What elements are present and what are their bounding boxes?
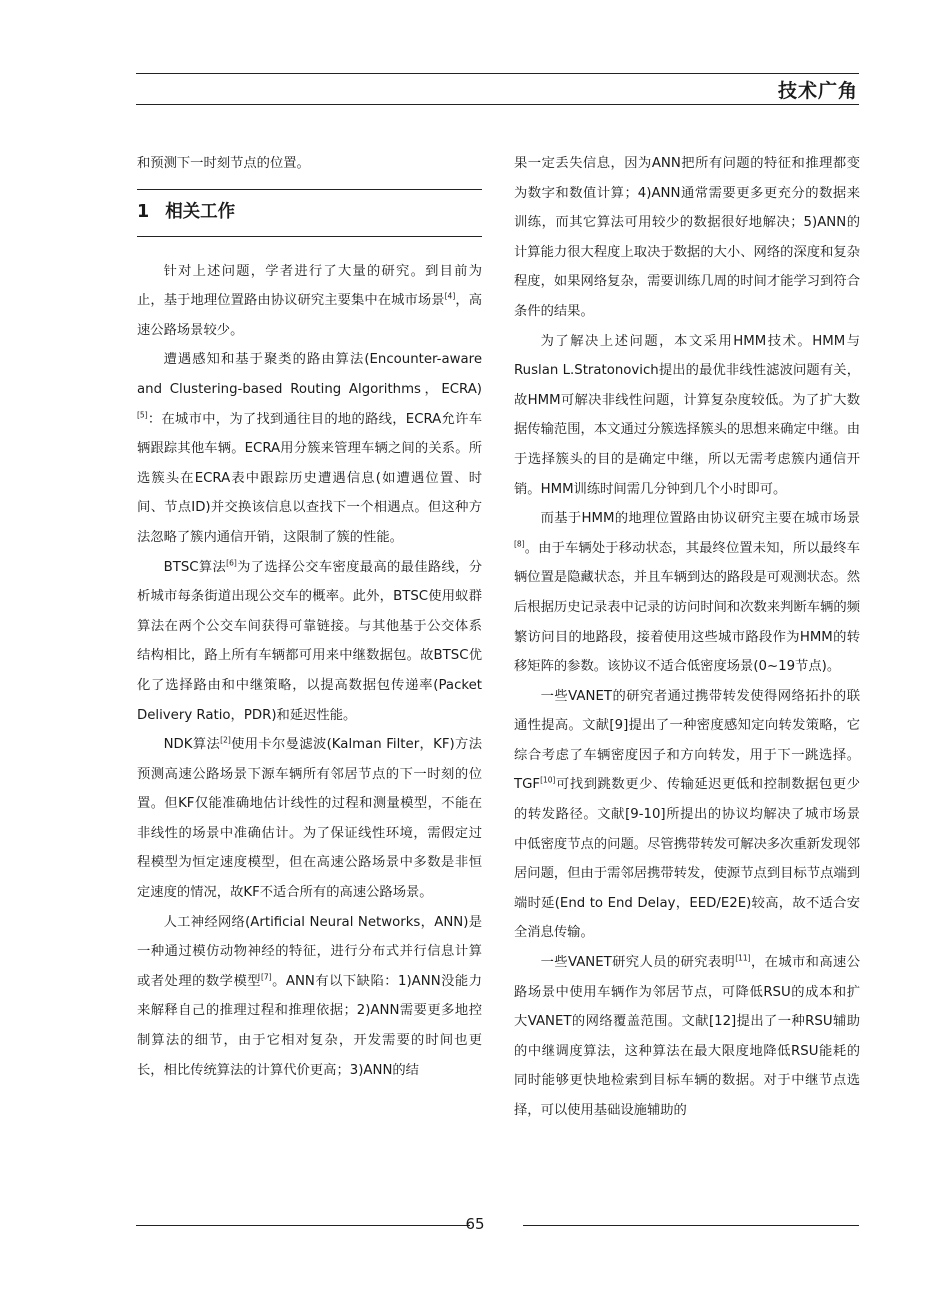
- section-number: 1: [137, 201, 150, 222]
- left-column: [137, 149, 482, 1085]
- footer-rule-right: [523, 1225, 859, 1226]
- citation-ref: [4]: [444, 291, 456, 301]
- citation-ref: [6]: [226, 558, 237, 568]
- footer-rule-left: [136, 1225, 470, 1226]
- page-number: 65: [465, 1215, 485, 1233]
- header-bottom-rule: [136, 104, 859, 105]
- paragraph: 针对上述问题，学者进行了大量的研究。到目前为止，基于地理位置路由协议研究主要集中在城市场景[4]，高速公路场景较少。: [137, 263, 482, 338]
- citation-ref: [10]: [540, 776, 556, 786]
- paragraph: BTSC算法[6]为了选择公交车密度最高的最佳路线，分析城市每条街道出现公交车的概率。此外，BTSC使用蚁群算法在两个公交车间获得可靠链接。与其他基于公交体系结构相比，路上所有车辆都可用来中继数据包。故BTSC优化了选择路由和中继策略，以提高数据包传递率(Packet Delivery Ratio，PDR)和延迟性能。: [137, 558, 482, 723]
- paragraph: 而基于HMM的地理位置路由协议研究主要在城市场景[8]。由于车辆处于移动状态，其最终位置未知，所以最终车辆位置是隐藏状态，并且车辆到达的路段是可观测状态。然后根据历史记录表中记录的访问时间和次数来判断车辆的频繁访问目的地路段，接着使用这些城市路段作为HMM的转移矩阵的参数。该协议不适合低密度场景(0~19节点)。: [514, 511, 860, 675]
- paragraph: 人工神经网络(Artificial Neural Networks，ANN)是一种通过模仿动物神经的特征，进行分布式并行信息计算或者处理的数学模型[7]。ANN有以下缺陷：1)ANN没能力来解释自己的推理过程和推理依据；2)ANN需要更多地控制算法的细节，由于它相对复杂，开发需要的时间也更长，相比传统算法的计算代价更高；3)ANN的结: [137, 914, 482, 1078]
- section-title: 相关工作: [165, 201, 236, 222]
- paragraph: 果一定丢失信息，因为ANN把所有问题的特征和推理都变为数字和数值计算；4)ANN通常需要更多更充分的数据来训练，而其它算法可用较少的数据很好地解决；5)ANN的计算能力很大程度上取决于数据的大小、网络的深度和复杂程度，如果网络复杂，需要训练几周的时间才能学习到符合条件的结果。: [514, 156, 860, 319]
- citation-ref: [2]: [220, 735, 231, 745]
- citation-ref: [11]: [735, 953, 751, 963]
- citation-ref: [7]: [261, 972, 272, 982]
- citation-ref: [8]: [514, 539, 525, 549]
- paragraph: 和预测下一时刻节点的位置。: [137, 156, 310, 171]
- right-column: [514, 149, 860, 1126]
- header-top-rule: [136, 73, 859, 74]
- paragraph: 一些VANET的研究者通过携带转发使得网络拓扑的联通性提高。文献[9]提出了一种密度感知定向转发策略，它综合考虑了车辆密度因子和方向转发，用于下一跳选择。TGF[10]可找到跳数更少、传输延迟更低和控制数据包更少的转发路径。文献[9-10]所提出的协议均解决了城市场景中低密度节点的问题。尽管携带转发可解决多次重新发现邻居问题，但由于需邻居携带转发，使源节点到目标节点端到端时延(End to End Delay，EED/E2E)较高，故不适合安全消息传输。: [514, 688, 860, 941]
- paragraph: 为了解决上述问题，本文采用HMM技术。HMM与Ruslan L.Stratonovich提出的最优非线性滤波问题有关，故HMM可解决非线性问题，计算复杂度较低。为了扩大数据传输范围，本文通过分簇选择簇头的思想来确定中继。由于选择簇头的目的是确定中继，所以无需考虑簇内通信开销。HMM训练时间需几分钟到几个小时即可。: [514, 333, 860, 497]
- running-header-section: 技术广角: [777, 80, 858, 102]
- paragraph: NDK算法[2]使用卡尔曼滤波(Kalman Filter，KF)方法预测高速公路场景下源车辆所有邻居节点的下一时刻的位置。但KF仅能准确地估计线性的过程和测量模型，不能在非线性的场景中准确估计。为了保证线性环境，需假定过程模型为恒定速度模型，但在高速公路场景中多数是非恒定速度的情况，故KF不适合所有的高速公路场景。: [137, 735, 482, 901]
- section-heading: [137, 189, 482, 237]
- paragraph: 遭遇感知和基于聚类的路由算法(Encounter-aware and Clustering-based Routing Algorithms，ECRA)[5]：在城市中，为了找到通往目的地的路线，ECRA允许车辆跟踪其他车辆。ECRA用分簇来管理车辆之间的关系。所选簇头在ECRA表中跟踪历史遭遇信息(如遭遇位置、时间、节点ID)并交换该信息以查找下一个相遇点。但这种方法忽略了簇内通信开销，这限制了簇的性能。: [137, 352, 482, 545]
- citation-ref: [5]: [137, 410, 148, 420]
- paragraph: 一些VANET研究人员的研究表明[11]，在城市和高速公路场景中使用车辆作为邻居节点，可降低RSU的成本和扩大VANET的网络覆盖范围。文献[12]提出了一种RSU辅助的中继调度算法，这种算法在最大限度地降低RSU能耗的同时能够更快地检索到目标车辆的数据。对于中继节点选择，可以使用基础设施辅助的: [514, 953, 861, 1118]
